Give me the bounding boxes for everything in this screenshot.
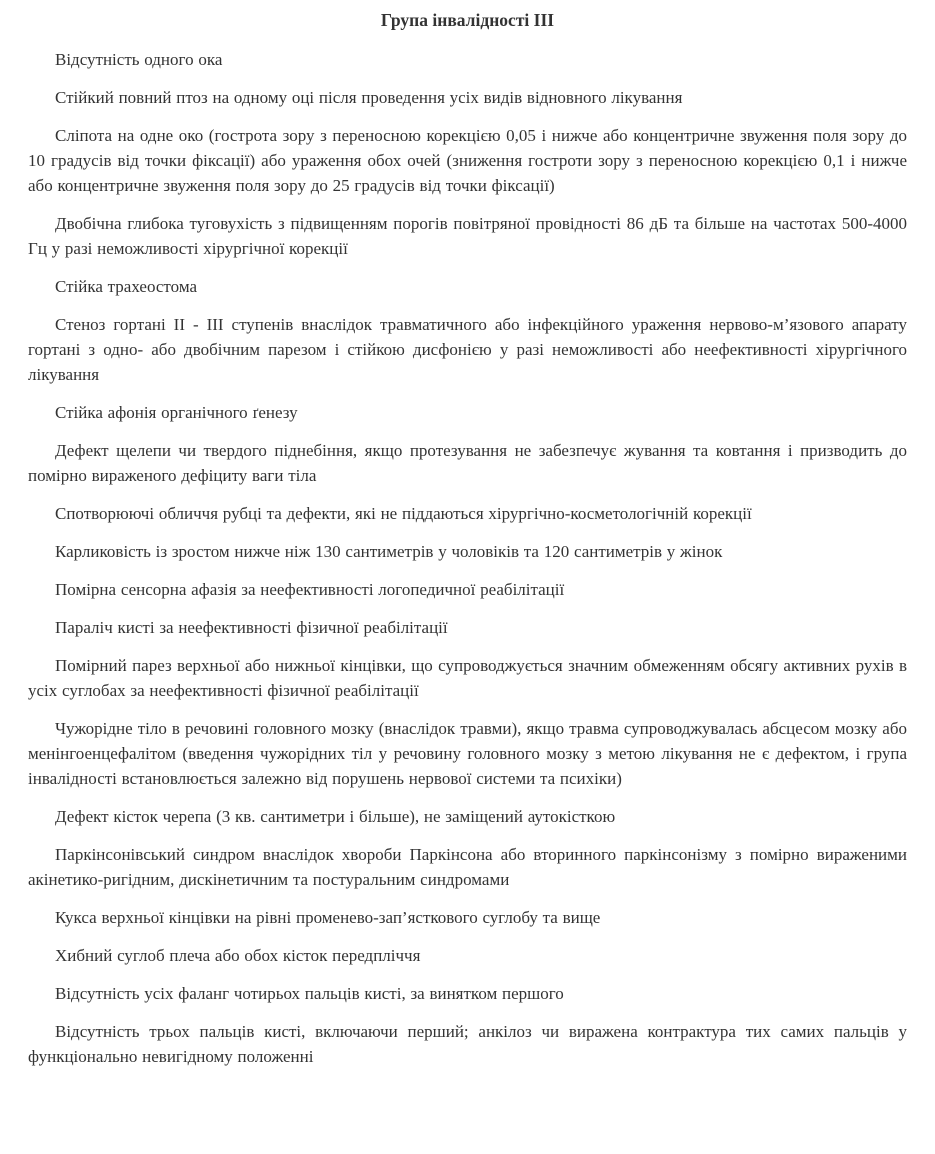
paragraph: Стійка афонія органічного ґенезу [55,403,298,422]
paragraph: Стійкий повний птоз на одному оці після проведення усіх видів відновного лікування [55,88,683,107]
paragraph: Чужорідне тіло в речовині головного мозку (внаслідок травми), якщо травма супроводжувалась абсцесом мозку або менінгоенцефалітом (введення чужорідних тіл у речовину головного мозку з метою лікування не є дефектом, і група інвалідності встановлюється залежно від порушень нервової системи та психіки) [28,719,907,788]
paragraph: Стійка трахеостома [55,277,198,296]
paragraph: Відсутність усіх фаланг чотирьох пальців кисті, за винятком першого [55,984,564,1003]
paragraph: Сліпота на одне око (гострота зору з переносною корекцією 0,05 і нижче або концентричне звуження поля зору до 10 градусів від точки фіксації) або ураження обох очей (зниження гостроти зору з переносною корекцією 0,1 і нижче або концентричне звуження поля зору до 25 градусів від точки фіксації) [28,126,907,195]
paragraph: Помірна сенсорна афазія за неефективності логопедичної реабілітації [55,580,565,599]
paragraph: Хибний суглоб плеча або обох кісток передпліччя [55,946,421,965]
paragraph: Параліч кисті за неефективності фізичної реабілітації [55,618,448,637]
paragraph: Дефект кісток черепа (3 кв. сантиметри і більше), не заміщений аутокісткою [55,807,616,826]
paragraph: Кукса верхньої кінцівки на рівні променево-зап’ясткового суглобу та вище [55,908,601,927]
paragraph: Стеноз гортані II - III ступенів внаслідок травматичного або інфекційного ураження нервово-м’язового апарату гортані з одно- або двобічним парезом і стійкою дисфонією у разі неможливості або неефективності хірургічного лікування [28,315,907,384]
page-title: Група інвалідності III [380,10,555,30]
paragraph: Спотворюючі обличчя рубці та дефекти, які не піддаються хірургічно-косметологічній корекції [55,504,752,523]
paragraph: Карликовість із зростом нижче ніж 130 сантиметрів у чоловіків та 120 сантиметрів у жінок [55,542,723,561]
paragraph-list [28,47,907,1069]
paragraph: Відсутність одного ока [55,50,223,69]
paragraph: Відсутність трьох пальців кисті, включаючи перший; анкілоз чи виражена контрактура тих самих пальців у функціонально невигідному положенні [28,1022,907,1066]
paragraph: Двобічна глибока туговухість з підвищенням порогів повітряної провідності 86 дБ та більше на частотах 500-4000 Гц у разі неможливості хірургічної корекції [28,214,907,258]
paragraph: Паркінсонівський синдром внаслідок хвороби Паркінсона або вторинного паркінсонізму з помірно вираженими акінетико-ригідним, дискінетичним та постуральним синдромами [28,845,907,889]
paragraph: Дефект щелепи чи твердого піднебіння, якщо протезування не забезпечує жування та ковтання і призводить до помірно вираженого дефіциту ваги тіла [28,441,907,485]
paragraph: Помірний парез верхньої або нижньої кінцівки, що супроводжується значним обмеженням обсягу активних рухів в усіх суглобах за неефективності фізичної реабілітації [28,656,907,700]
